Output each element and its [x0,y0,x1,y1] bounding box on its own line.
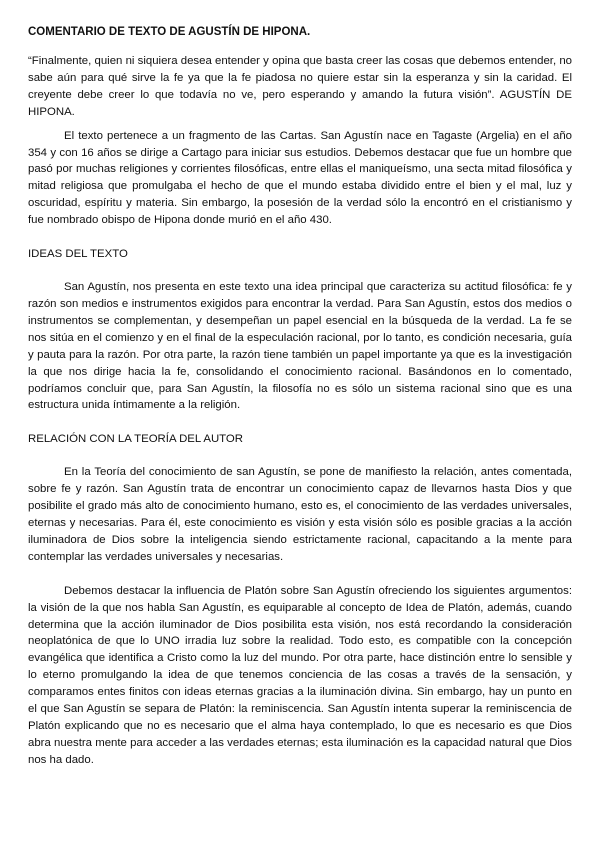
spacer [28,229,572,246]
relacion-paragraph-1: En la Teoría del conocimiento de san Agustín, se pone de manifiesto la relación, antes comentada, sobre fe y razón. San Agustín trata de encontrar un conocimiento capaz de llevarnos hasta Dios y que posibilite el grado más alto de conocimiento humano, esto es, el conocimiento de las verdades universales, eternas y necesarias. Para él, este conocimiento es visión y esta visión sólo es posible gracias a la acción iluminadora de Dios sobre la inteligencia siendo estrictamente racional, capacitando a la mente para contemplar las verdades universales y necesarias. [28,466,572,563]
document-title: COMENTARIO DE TEXTO DE AGUSTÍN DE HIPONA. [28,26,311,38]
spacer [28,447,572,464]
section-heading-ideas: IDEAS DEL TEXTO [28,248,128,261]
spacer [28,566,572,583]
spacer [28,414,572,431]
document-page [28,24,572,769]
spacer [28,262,572,279]
section-heading-relacion: RELACIÓN CON LA TEORÍA DEL AUTOR [28,433,244,446]
quote-paragraph: “Finalmente, quien ni siquiera desea entender y opina que basta creer las cosas que debemos entender, no sabe aún para qué sirve la fe ya que la fe piadosa no quiere estar sin la esperanza y sin la caridad. El creyente debe creer lo que todavía no ve, pero esperando y amando la futura visión”. AGUSTÍN DE HIPONA. [28,55,572,118]
spacer [28,121,572,128]
intro-paragraph: El texto pertenece a un fragmento de las Cartas. San Agustín nace en Tagaste (Argelia) en el año 354 y con 16 años se dirige a Cartago para iniciar sus estudios. Debemos destacar que fue un hombre que pasó por muchas religiones y corrientes filosóficas, entre ellas el maniqueísmo, una secta mitad filosófica y mitad religiosa que promulgaba el hecho de que el mundo estaba dividido entre el bien y el mal, luz y oscuridad, espíritu y materia. Sin embargo, la posesión de la verdad sólo la encontró en el cristianismo y fue nombrado obispo de Hipona donde murió en el año 430. [28,129,572,227]
ideas-paragraph: San Agustín, nos presenta en este texto una idea principal que caracteriza su actitud filosófica: fe y razón son medios e instrumentos exigidos para encontrar la verdad. Para San Agustín, estos dos medios o instrumentos se complementan, y desempeñan un papel esencial en la búsqueda de la verdad. La fe se nos sitúa en el comienzo y en el final de la especulación racional, por lo tanto, es condición necesaria, guía y pauta para la razón. Por otra parte, la razón tiene también un papel importante ya que es la investigación la que nos dirige hacia la fe, consolidando el conocimiento racional. Basándonos en lo comentado, podríamos concluir que, para San Agustín, la filosofía no es sólo un sistema racional sino que es una estructura unida íntimamente a la religión. [28,281,572,412]
relacion-paragraph-2: Debemos destacar la influencia de Platón sobre San Agustín ofreciendo los siguientes argumentos: la visión de la que nos habla San Agustín, es equiparable al concepto de Idea de Platón, además, cuando determina que la acción iluminador de Dios posibilita esta visión, nos está recordando la consideración neoplatónica de que lo UNO irradia luz sobre la realidad. Todo esto, es compatible con la concepción evangélica que identifica a Cristo como la luz del mundo. Por otra parte, hace distinción entre lo sensible y lo eterno promulgando la idea de que tenemos conciencia de las cosas a través de la sensación, y comparamos entes finitos con ideas eternas gracias a la iluminación divina. Sin embargo, hay un punto en el que San Agustín se separa de Platón: la reminiscencia. San Agustín intenta superar la reminiscencia de Platón explicando que no es necesario que el alma haya contemplado, lo que es necesario es que Dios abra nuestra mente para acceder a las verdades eternas; esta iluminación es la capacidad natural que Dios nos ha dado. [28,584,572,766]
